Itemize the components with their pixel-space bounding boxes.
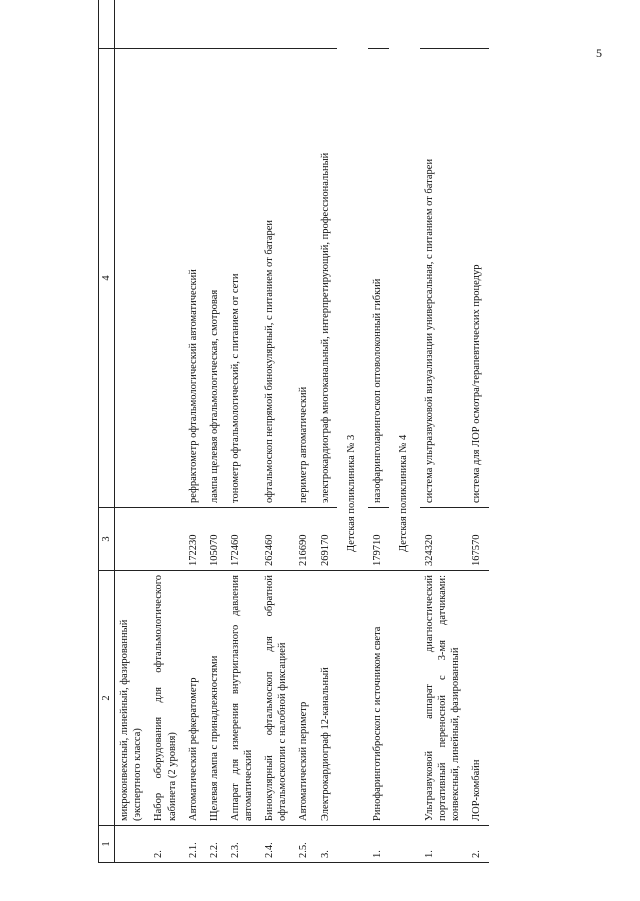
equipment-description: периметр автоматический [294, 49, 315, 508]
section-title: Детская поликлиника № 3 [337, 0, 368, 571]
row-number: 3. [316, 826, 337, 863]
row-number: 2.2. [205, 826, 226, 863]
equipment-name: Автоматический рефкератометр [184, 571, 205, 826]
table-row [226, 0, 260, 863]
equipment-code: 179710 [368, 508, 389, 571]
rotated-page [98, 17, 608, 863]
header-col-2: 2 [99, 571, 115, 826]
equipment-name: микроконвексный, линейный, фазированный (экспертного класса) [115, 571, 150, 826]
equipment-name: Ринофаринготиброскоп с источником света [368, 571, 389, 826]
equipment-code [149, 508, 183, 571]
table-row [316, 0, 337, 863]
equipment-description: назофаринголарингоскоп оптоволоконный гибкий [368, 49, 389, 508]
section-title: Детская поликлиника № 4 [389, 0, 420, 571]
equipment-description: тонометр офтальмологический, с питанием от сети [226, 49, 260, 508]
section-row [389, 0, 420, 863]
header-col-5 [99, 0, 115, 49]
table-row [260, 0, 294, 863]
equipment-name: Автоматический периметр [294, 571, 315, 826]
equipment-name: ЛОР-комбайн [467, 571, 488, 826]
row-number: 2. [149, 826, 183, 863]
header-col-4: 4 [99, 49, 115, 508]
section-row [337, 0, 368, 863]
equipment-description: электрокардиограф многоканальный, интерпретирующий, профессиональный [316, 49, 337, 508]
equipment-description: лампа щелевая офтальмологическая, смотровая [205, 49, 226, 508]
equipment-code: 269170 [316, 508, 337, 571]
equipment-table [98, 0, 489, 863]
row-number: 2.1. [184, 826, 205, 863]
row-number: 2.3. [226, 826, 260, 863]
equipment-name: Ультразвуковой аппарат диагностический портативный переносной с 3-мя датчиками: конвексный, линейный, фазированный [420, 571, 467, 826]
header-col-1: 1 [99, 826, 115, 863]
table-row [115, 0, 150, 863]
equipment-description [115, 49, 150, 508]
row-number: 1. [368, 826, 389, 863]
table-row [467, 0, 488, 863]
equipment-name: Бинокулярный офтальмоскоп для обратной офтальмоскопии с налобной фиксацией [260, 571, 294, 826]
equipment-code: 167570 [467, 508, 488, 571]
table-row [294, 0, 315, 863]
row-number: 2. [467, 826, 488, 863]
row-number: 2.4. [260, 826, 294, 863]
row-number: 2.5. [294, 826, 315, 863]
equipment-description: система ультразвуковой визуализации универсальная, с питанием от батареи [420, 49, 467, 508]
table-row [420, 0, 467, 863]
equipment-name: Аппарат для измерения внутриглазного давления автоматический [226, 571, 260, 826]
table-row [205, 0, 226, 863]
header-col-3: 3 [99, 508, 115, 571]
equipment-code [115, 508, 150, 571]
table-header-row [99, 0, 115, 863]
equipment-code: 216690 [294, 508, 315, 571]
equipment-name: Электрокардиограф 12-канальный [316, 571, 337, 826]
table-row [184, 0, 205, 863]
table-row [149, 0, 183, 863]
equipment-description: система для ЛОР осмотра/терапевтических процедур [467, 49, 488, 508]
row-number [115, 826, 150, 863]
equipment-description: рефрактометр офтальмологический автоматический [184, 49, 205, 508]
equipment-code: 324320 [420, 508, 467, 571]
equipment-code: 105070 [205, 508, 226, 571]
table-row [368, 0, 389, 863]
equipment-code: 262460 [260, 508, 294, 571]
equipment-name: Набор оборудования для офтальмологического кабинета (2 уровня) [149, 571, 183, 826]
page-number: 5 [596, 46, 602, 60]
row-number: 1. [420, 826, 467, 863]
equipment-name: Щелевая лампа с принадлежностями [205, 571, 226, 826]
equipment-description: офтальмоскоп непрямой бинокулярный, с питанием от батареи [260, 49, 294, 508]
equipment-code: 172460 [226, 508, 260, 571]
equipment-code: 172230 [184, 508, 205, 571]
equipment-description [149, 49, 183, 508]
